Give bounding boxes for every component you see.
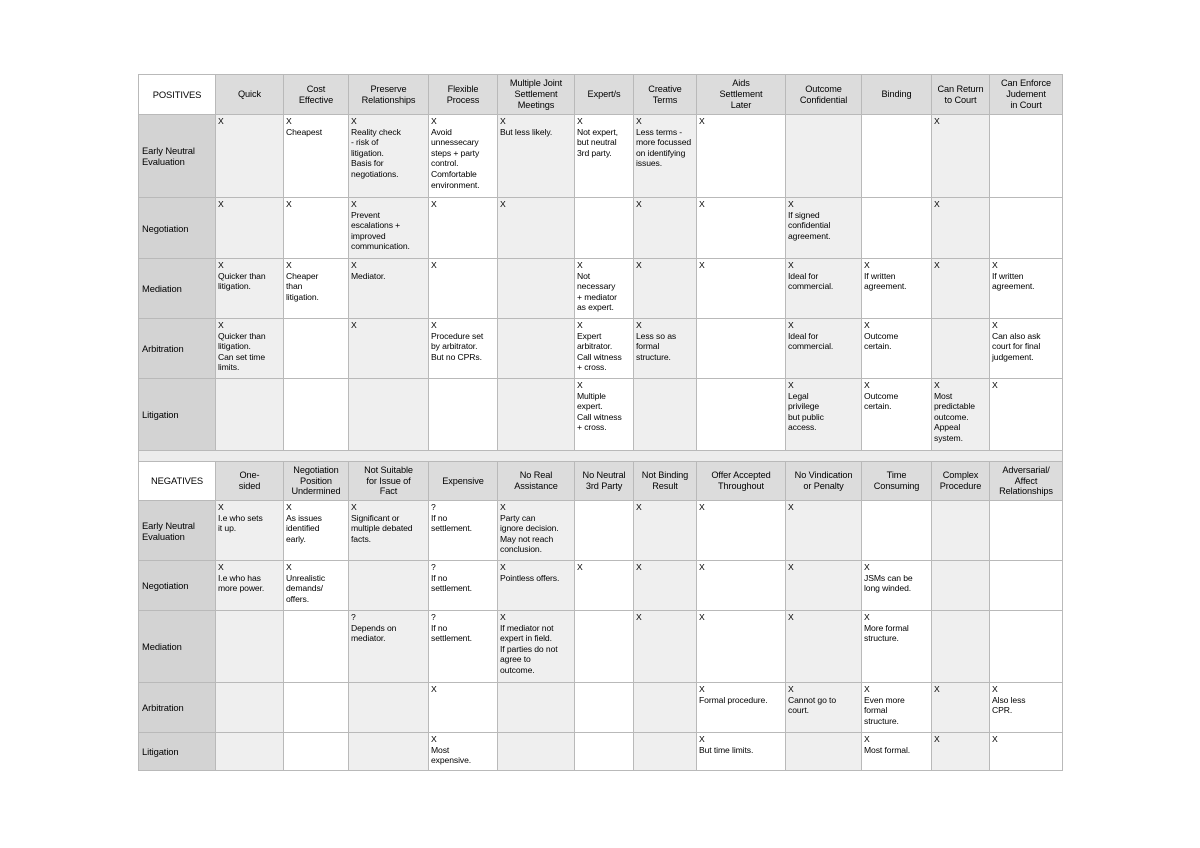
column-header: Can Return to Court bbox=[932, 75, 990, 115]
table-cell: X bbox=[634, 561, 697, 611]
column-header: Not Binding Result bbox=[634, 462, 697, 501]
table-cell bbox=[634, 683, 697, 733]
table-cell: X But less likely. bbox=[498, 115, 575, 198]
table-cell: X As issues identified early. bbox=[284, 501, 349, 561]
table-cell bbox=[284, 683, 349, 733]
table-cell bbox=[349, 733, 429, 771]
column-header: Quick bbox=[216, 75, 284, 115]
table-cell bbox=[284, 733, 349, 771]
table-cell: X bbox=[429, 198, 498, 259]
table-cell: X Not necessary + mediator as expert. bbox=[575, 259, 634, 319]
table-cell: X bbox=[697, 501, 786, 561]
table-cell bbox=[862, 198, 932, 259]
table-row bbox=[139, 611, 1063, 683]
row-label: Negotiation bbox=[139, 198, 216, 259]
table-cell: X Legal privilege but public access. bbox=[786, 379, 862, 451]
table-cell: X Even more formal structure. bbox=[862, 683, 932, 733]
table-cell: X bbox=[697, 115, 786, 198]
column-header: One- sided bbox=[216, 462, 284, 501]
table-cell: X Most formal. bbox=[862, 733, 932, 771]
table-cell bbox=[498, 379, 575, 451]
section-spacer bbox=[139, 451, 1063, 462]
table-cell: X Prevent escalations + improved communication. bbox=[349, 198, 429, 259]
table-cell: ? If no settlement. bbox=[429, 561, 498, 611]
table-cell bbox=[349, 561, 429, 611]
negatives-corner-label: NEGATIVES bbox=[139, 462, 216, 501]
table-cell bbox=[932, 501, 990, 561]
table-cell: X Most predictable outcome. Appeal system. bbox=[932, 379, 990, 451]
table-cell: X Ideal for commercial. bbox=[786, 319, 862, 379]
table-cell bbox=[216, 683, 284, 733]
column-header: Outcome Confidential bbox=[786, 75, 862, 115]
column-header: Creative Terms bbox=[634, 75, 697, 115]
column-header: Expensive bbox=[429, 462, 498, 501]
table-cell: X bbox=[498, 198, 575, 259]
table-cell bbox=[990, 115, 1063, 198]
row-label: Early Neutral Evaluation bbox=[139, 501, 216, 561]
column-header: No Real Assistance bbox=[498, 462, 575, 501]
table-cell: X bbox=[216, 115, 284, 198]
row-label: Negotiation bbox=[139, 561, 216, 611]
table-row bbox=[139, 319, 1063, 379]
table-cell bbox=[862, 115, 932, 198]
table-cell bbox=[575, 733, 634, 771]
table-cell: X Cannot go to court. bbox=[786, 683, 862, 733]
table-cell: X bbox=[932, 683, 990, 733]
table-cell: X Also less CPR. bbox=[990, 683, 1063, 733]
table-cell bbox=[216, 733, 284, 771]
row-label: Mediation bbox=[139, 259, 216, 319]
table-cell: X bbox=[697, 611, 786, 683]
table-cell: X Quicker than litigation. Can set time limits. bbox=[216, 319, 284, 379]
table-cell: X bbox=[575, 561, 634, 611]
table-cell bbox=[575, 611, 634, 683]
table-row bbox=[139, 683, 1063, 733]
column-header: Cost Effective bbox=[284, 75, 349, 115]
table-cell bbox=[932, 319, 990, 379]
table-cell bbox=[216, 611, 284, 683]
row-label: Litigation bbox=[139, 379, 216, 451]
table-cell: X If written agreement. bbox=[862, 259, 932, 319]
table-cell: X I.e who sets it up. bbox=[216, 501, 284, 561]
table-cell bbox=[932, 611, 990, 683]
table-cell: X bbox=[932, 115, 990, 198]
row-label: Arbitration bbox=[139, 319, 216, 379]
table-cell: X I.e who has more power. bbox=[216, 561, 284, 611]
table-cell: ? If no settlement. bbox=[429, 611, 498, 683]
table-cell: X Party can ignore decision. May not reach conclusion. bbox=[498, 501, 575, 561]
table-cell: X Cheaper than litigation. bbox=[284, 259, 349, 319]
column-header: Flexible Process bbox=[429, 75, 498, 115]
table-cell: X bbox=[634, 198, 697, 259]
table-cell bbox=[786, 733, 862, 771]
table-row bbox=[139, 115, 1063, 198]
table-cell: X bbox=[990, 379, 1063, 451]
table-cell bbox=[498, 259, 575, 319]
table-cell bbox=[575, 683, 634, 733]
table-cell: X bbox=[932, 733, 990, 771]
positives-section bbox=[139, 75, 1063, 451]
comparison-table bbox=[138, 74, 1063, 771]
table-cell: ? If no settlement. bbox=[429, 501, 498, 561]
table-cell: ? Depends on mediator. bbox=[349, 611, 429, 683]
table-cell bbox=[932, 561, 990, 611]
table-cell bbox=[990, 198, 1063, 259]
table-cell: X But time limits. bbox=[697, 733, 786, 771]
table-cell: X Can also ask court for final judgement. bbox=[990, 319, 1063, 379]
table-cell: X Most expensive. bbox=[429, 733, 498, 771]
column-header: Aids Settlement Later bbox=[697, 75, 786, 115]
table-cell: X bbox=[634, 259, 697, 319]
row-label: Mediation bbox=[139, 611, 216, 683]
table-cell: X bbox=[786, 561, 862, 611]
table-row bbox=[139, 259, 1063, 319]
table-row bbox=[139, 733, 1063, 771]
column-header: Can Enforce Judement in Court bbox=[990, 75, 1063, 115]
column-header: Binding bbox=[862, 75, 932, 115]
table-cell bbox=[429, 379, 498, 451]
table-cell bbox=[786, 115, 862, 198]
table-cell bbox=[498, 733, 575, 771]
table-cell: X JSMs can be long winded. bbox=[862, 561, 932, 611]
table-cell: X Less so as formal structure. bbox=[634, 319, 697, 379]
positives-header-row bbox=[139, 75, 1063, 115]
table-cell: X bbox=[429, 683, 498, 733]
negatives-section bbox=[139, 462, 1063, 771]
table-cell: X Formal procedure. bbox=[697, 683, 786, 733]
table-cell: X Quicker than litigation. bbox=[216, 259, 284, 319]
table-cell: X Less terms - more focussed on identifying issues. bbox=[634, 115, 697, 198]
table-cell: X Reality check - risk of litigation. Basis for negotiations. bbox=[349, 115, 429, 198]
table-cell bbox=[284, 379, 349, 451]
table-cell bbox=[284, 611, 349, 683]
column-header: Multiple Joint Settlement Meetings bbox=[498, 75, 575, 115]
table-cell: X bbox=[932, 259, 990, 319]
table-cell bbox=[697, 379, 786, 451]
column-header: Adversarial/ Affect Relationships bbox=[990, 462, 1063, 501]
table-cell bbox=[990, 561, 1063, 611]
table-cell: X Outcome certain. bbox=[862, 319, 932, 379]
column-header: Complex Procedure bbox=[932, 462, 990, 501]
table-cell: X Mediator. bbox=[349, 259, 429, 319]
table-cell: X bbox=[990, 733, 1063, 771]
table-cell: X Outcome certain. bbox=[862, 379, 932, 451]
table-cell: X bbox=[786, 611, 862, 683]
table-cell: X Procedure set by arbitrator. But no CPRs. bbox=[429, 319, 498, 379]
table-cell bbox=[634, 733, 697, 771]
table-cell: X bbox=[349, 319, 429, 379]
table-cell bbox=[697, 319, 786, 379]
table-cell bbox=[349, 379, 429, 451]
column-header: No Vindication or Penalty bbox=[786, 462, 862, 501]
table-cell bbox=[575, 501, 634, 561]
table-cell: X bbox=[786, 501, 862, 561]
table-cell: X bbox=[697, 561, 786, 611]
table-cell: X Multiple expert. Call witness + cross. bbox=[575, 379, 634, 451]
table-cell bbox=[284, 319, 349, 379]
column-header: Negotiation Position Undermined bbox=[284, 462, 349, 501]
negatives-header-row bbox=[139, 462, 1063, 501]
table-cell: X Cheapest bbox=[284, 115, 349, 198]
row-label: Litigation bbox=[139, 733, 216, 771]
table-cell: X If written agreement. bbox=[990, 259, 1063, 319]
row-label: Arbitration bbox=[139, 683, 216, 733]
column-header: Preserve Relationships bbox=[349, 75, 429, 115]
table-row bbox=[139, 379, 1063, 451]
column-header: Not Suitable for Issue of Fact bbox=[349, 462, 429, 501]
table-cell: X More formal structure. bbox=[862, 611, 932, 683]
table-cell: X If mediator not expert in field. If parties do not agree to outcome. bbox=[498, 611, 575, 683]
table-cell: X bbox=[429, 259, 498, 319]
table-cell bbox=[990, 501, 1063, 561]
table-row bbox=[139, 501, 1063, 561]
table-cell: X Avoid unnessecary steps + party control. Comfortable environment. bbox=[429, 115, 498, 198]
table-cell bbox=[862, 501, 932, 561]
table-cell bbox=[990, 611, 1063, 683]
table-cell: X bbox=[932, 198, 990, 259]
table-cell: X bbox=[697, 259, 786, 319]
table-cell bbox=[349, 683, 429, 733]
table-cell: X Significant or multiple debated facts. bbox=[349, 501, 429, 561]
row-label: Early Neutral Evaluation bbox=[139, 115, 216, 198]
positives-corner-label: POSITIVES bbox=[139, 75, 216, 115]
column-header: No Neutral 3rd Party bbox=[575, 462, 634, 501]
column-header: Expert/s bbox=[575, 75, 634, 115]
table-cell: X If signed confidential agreement. bbox=[786, 198, 862, 259]
table-cell: X Unrealistic demands/ offers. bbox=[284, 561, 349, 611]
table-cell: X bbox=[284, 198, 349, 259]
table-row bbox=[139, 561, 1063, 611]
table-cell bbox=[498, 683, 575, 733]
column-header: Offer Accepted Throughout bbox=[697, 462, 786, 501]
table-cell: X Pointless offers. bbox=[498, 561, 575, 611]
table-cell: X bbox=[634, 611, 697, 683]
table-cell: X bbox=[634, 501, 697, 561]
table-cell bbox=[498, 319, 575, 379]
column-header: Time Consuming bbox=[862, 462, 932, 501]
spacer-cell bbox=[139, 451, 1063, 462]
table-cell bbox=[575, 198, 634, 259]
table-cell bbox=[216, 379, 284, 451]
table-cell: X Ideal for commercial. bbox=[786, 259, 862, 319]
table-cell bbox=[634, 379, 697, 451]
table-row bbox=[139, 198, 1063, 259]
table-cell: X Not expert, but neutral 3rd party. bbox=[575, 115, 634, 198]
table-cell: X Expert arbitrator. Call witness + cross. bbox=[575, 319, 634, 379]
table-cell: X bbox=[697, 198, 786, 259]
table-cell: X bbox=[216, 198, 284, 259]
